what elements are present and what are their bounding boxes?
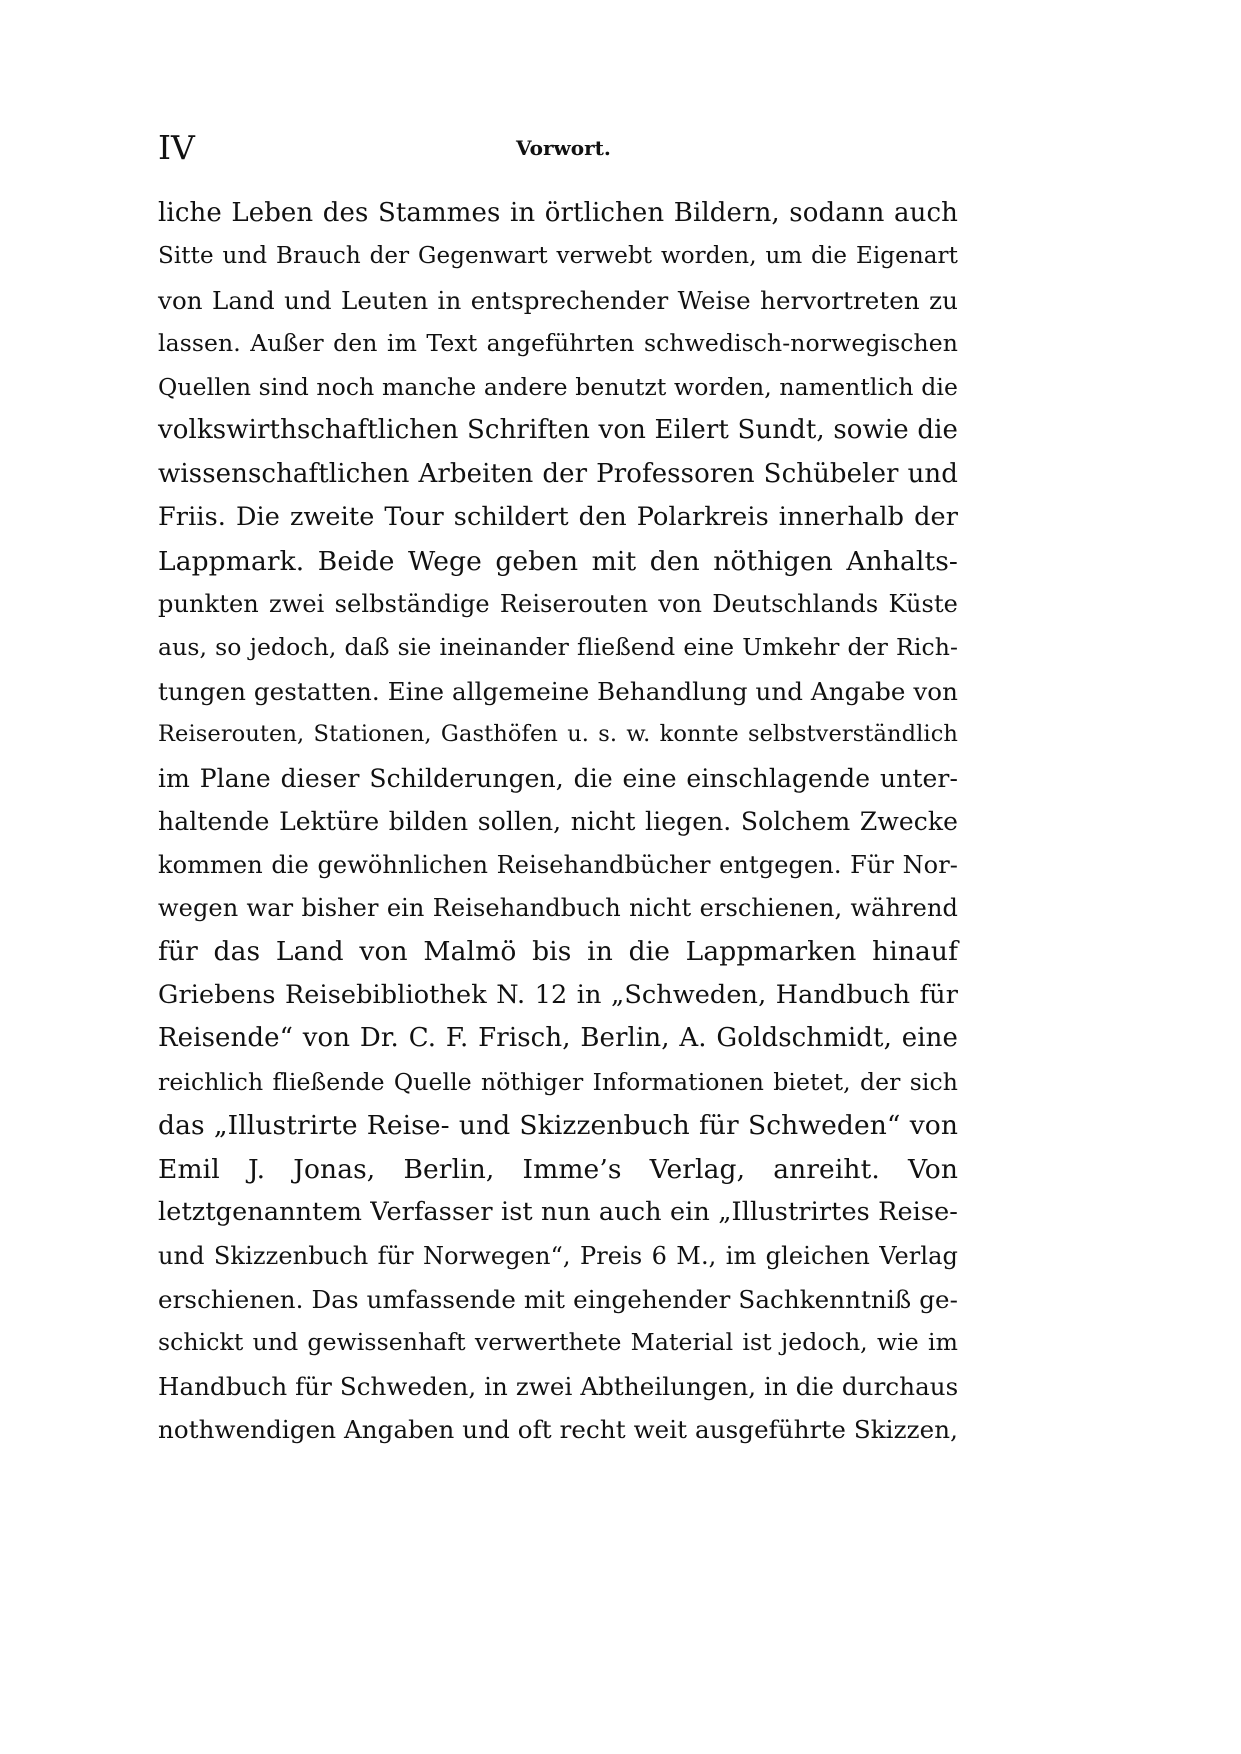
running-head: Vorwort. <box>516 136 611 160</box>
text-line: von Land und Leuten in entsprechender Weise hervortreten zu <box>158 285 958 315</box>
text-line: liche Leben des Stammes in örtlichen Bildern, sodann auch <box>158 198 958 228</box>
text-line: letztgenanntem Verfasser ist nun auch ein „Illustrirtes Reise- <box>158 1197 958 1228</box>
text-line: im Plane dieser Schilderungen, die eine einschlagende unter- <box>158 763 958 793</box>
text-line: Sitte und Brauch der Gegenwart verwebt worden, um die Eigenart <box>158 243 958 270</box>
text-line: tungen gestatten. Eine allgemeine Behandlung und Angabe von <box>158 676 959 706</box>
text-line: und Skizzenbuch für Norwegen“, Preis 6 M., im gleichen Verlag <box>158 1241 958 1270</box>
text-line: aus, so jedoch, daß sie ineinander fließend eine Umkehr der Rich- <box>158 633 958 662</box>
text-line: nothwendigen Angaben und oft recht weit ausgeführte Skizzen, <box>158 1415 958 1445</box>
text-line: Handbuch für Schweden, in zwei Abtheilungen, in die durchaus <box>158 1371 959 1401</box>
text-line: Quellen sind noch manche andere benutzt worden, namentlich die <box>158 372 958 401</box>
text-line: kommen die gewöhnlichen Reisehandbücher entgegen. Für Nor- <box>158 850 958 879</box>
text-line: haltende Lektüre bilden sollen, nicht liegen. Solchem Zwecke <box>158 807 958 837</box>
text-line: das „Illustrirte Reise- und Skizzenbuch für Schweden“ von <box>158 1110 958 1142</box>
text-line: reichlich fließende Quelle nöthiger Informationen bietet, der sich <box>158 1067 958 1096</box>
text-line: Friis. Die zweite Tour schildert den Polarkreis innerhalb der <box>158 502 958 533</box>
text-line: volkswirthschaftlichen Schriften von Eilert Sundt, sowie die <box>158 415 958 446</box>
text-line: erschienen. Das umfassende mit eingehender Sachkenntniß ge- <box>158 1284 958 1314</box>
page-header <box>158 128 958 168</box>
text-line: Lappmark. Beide Wege geben mit den nöthigen Anhalts- <box>158 545 958 577</box>
text-line: wissenschaftlichen Arbeiten der Professoren Schübeler und <box>158 458 958 489</box>
text-line: punkten zwei selbständige Reiserouten von Deutschlands Küste <box>158 589 958 618</box>
text-line: Emil J. Jonas, Berlin, Imme’s Verlag, anreiht. Von <box>158 1153 958 1185</box>
text-line: wegen war bisher ein Reisehandbuch nicht erschienen, während <box>158 894 958 922</box>
text-line: Reisende“ von Dr. C. F. Frisch, Berlin, A. Goldschmidt, eine <box>158 1023 958 1054</box>
text-line: schickt und gewissenhaft verwerthete Material ist jedoch, wie im <box>158 1328 958 1357</box>
text-line: Griebens Reisebibliothek N. 12 in „Schweden, Handbuch für <box>158 979 958 1010</box>
page-number: IV <box>158 128 195 167</box>
text-line: Reiserouten, Stationen, Gasthöfen u. s. w. konnte selbstverständlich <box>158 721 958 748</box>
text-line: lassen. Außer den im Text angeführten schwedisch-norwegischen <box>158 329 958 358</box>
text-line: für das Land von Malmö bis in die Lappmarken hinauf <box>158 936 958 968</box>
body-text <box>158 192 958 1452</box>
